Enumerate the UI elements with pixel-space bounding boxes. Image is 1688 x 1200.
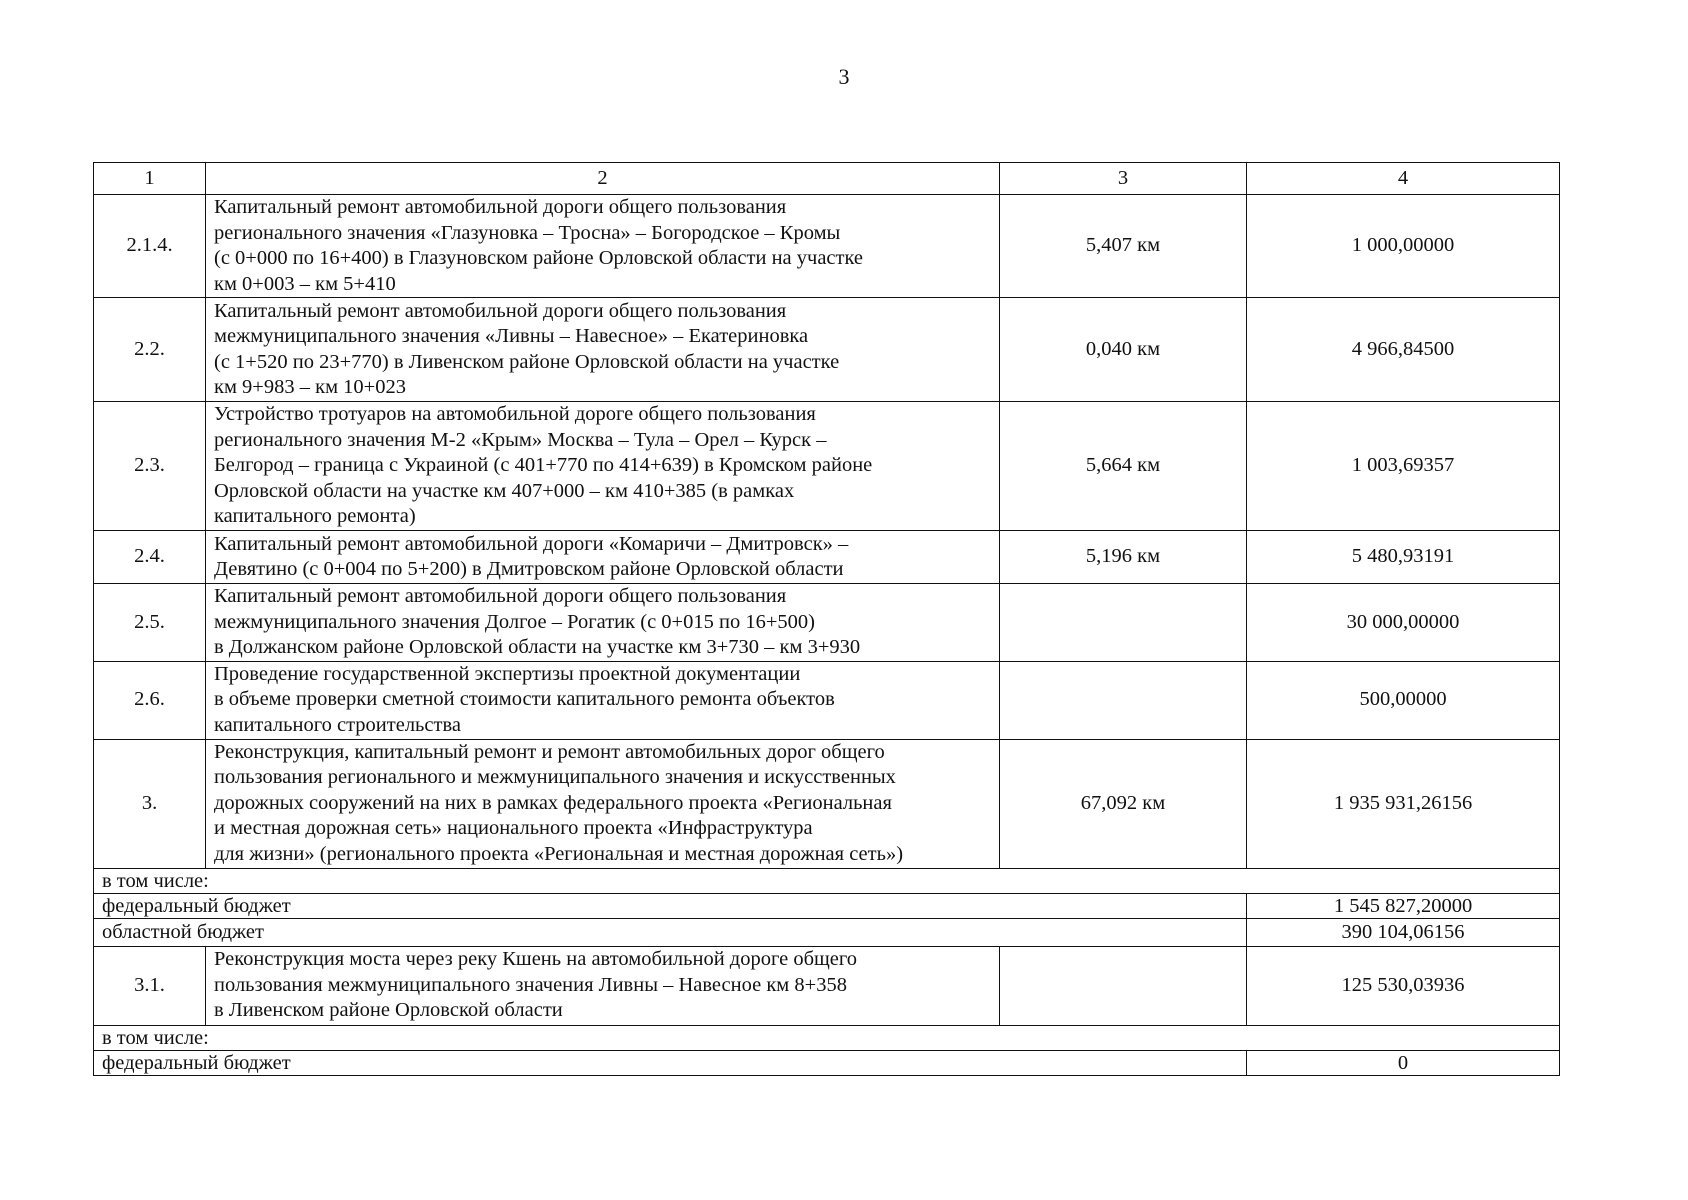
description-line: Капитальный ремонт автомобильной дороги общего пользования	[214, 585, 787, 607]
row-length: 5,664 км	[1000, 402, 1247, 531]
description-line: (с 0+000 по 16+400) в Глазуновском районе Орловской области на участке	[214, 247, 864, 269]
row-number: 3.1.	[94, 946, 206, 1025]
row-description	[206, 946, 1000, 1025]
description-line: капитального ремонта)	[214, 505, 416, 528]
including-label: в том числе:	[94, 868, 1560, 893]
description-line: в объеме проверки сметной стоимости капитального ремонта объектов	[214, 688, 835, 711]
description-line: пользования межмуниципального значения Ливны – Навесное км 8+358	[214, 973, 847, 996]
federal-budget-amount: 1 545 827,20000	[1247, 893, 1560, 918]
table-row	[94, 739, 1560, 868]
description-line: Проведение государственной экспертизы проектной документации	[214, 662, 801, 685]
federal-budget-label: федеральный бюджет	[94, 893, 1247, 918]
table-row	[94, 584, 1560, 662]
description-line: Реконструкция, капитальный ремонт и ремонт автомобильных дорог общего	[214, 740, 885, 763]
description-line: (с 1+520 по 23+770) в Ливенском районе Орловской области на участке	[214, 350, 840, 373]
row-length: 5,196 км	[1000, 531, 1247, 584]
description-line: км 9+983 – км 10+023	[214, 376, 406, 398]
row-amount: 1 000,00000	[1247, 195, 1560, 298]
table-row	[94, 531, 1560, 584]
federal-budget-amount: 0	[1247, 1050, 1560, 1075]
row-number: 2.5.	[94, 584, 206, 662]
row-amount: 500,00000	[1247, 661, 1560, 739]
row-length	[1000, 584, 1247, 662]
regional-budget-amount: 390 104,06156	[1247, 918, 1560, 946]
column-header-1: 1	[94, 163, 206, 195]
row-number: 2.1.4.	[94, 195, 206, 298]
federal-budget-row	[94, 893, 1560, 918]
description-line: Устройство тротуаров на автомобильной дороге общего пользования	[214, 403, 816, 426]
row-length: 0,040 км	[1000, 298, 1247, 402]
federal-budget-label: федеральный бюджет	[94, 1050, 1247, 1075]
regional-budget-row	[94, 918, 1560, 946]
row-amount: 5 480,93191	[1247, 531, 1560, 584]
column-header-2: 2	[206, 163, 1000, 195]
row-length: 67,092 км	[1000, 739, 1247, 868]
description-line: Белгород – граница с Украиной (с 401+770 по 414+639) в Кромском районе	[214, 454, 873, 477]
row-number: 2.4.	[94, 531, 206, 584]
page-number: 3	[838, 64, 850, 89]
description-line: Орловской области на участке км 407+000 – км 410+385 (в рамках	[214, 479, 795, 502]
description-line: капитального строительства	[214, 713, 461, 736]
description-line: дорожных сооружений на них в рамках федерального проекта «Региональная	[214, 791, 892, 814]
column-header-4: 4	[1247, 163, 1560, 195]
row-description	[206, 739, 1000, 868]
row-length	[1000, 661, 1247, 739]
including-row	[94, 868, 1560, 893]
row-description	[206, 531, 1000, 584]
row-amount: 1 003,69357	[1247, 402, 1560, 531]
table-row	[94, 195, 1560, 298]
description-line: Капитальный ремонт автомобильной дороги «Комаричи – Дмитровск» –	[214, 532, 849, 555]
including-label: в том числе:	[94, 1025, 1560, 1050]
regional-budget-label: областной бюджет	[94, 918, 1247, 946]
description-line: для жизни» (регионального проекта «Региональная и местная дорожная сеть»)	[214, 842, 904, 865]
row-description	[206, 661, 1000, 739]
row-number: 2.2.	[94, 298, 206, 402]
row-description	[206, 298, 1000, 402]
description-line: км 0+003 – км 5+410	[214, 272, 396, 295]
row-description	[206, 584, 1000, 662]
column-header-3: 3	[1000, 163, 1247, 195]
row-amount: 1 935 931,26156	[1247, 739, 1560, 868]
description-line: регионального значения «Глазуновка – Тросна» – Богородское – Кромы	[214, 221, 841, 244]
description-line: межмуниципального значения «Ливны – Навесное» – Екатериновка	[214, 325, 809, 347]
row-amount: 30 000,00000	[1247, 584, 1560, 662]
row-number: 3.	[94, 739, 206, 868]
description-line: Девятино (с 0+004 по 5+200) в Дмитровском районе Орловской области	[214, 558, 844, 580]
description-line: регионального значения М-2 «Крым» Москва – Тула – Орел – Курск –	[214, 428, 827, 451]
row-amount: 125 530,03936	[1247, 946, 1560, 1025]
row-description	[206, 402, 1000, 531]
description-line: Капитальный ремонт автомобильной дороги общего пользования	[214, 196, 787, 218]
including-row	[94, 1025, 1560, 1050]
works-table	[93, 162, 1560, 1076]
table-row	[94, 298, 1560, 402]
description-line: в Ливенском районе Орловской области	[214, 999, 563, 1022]
row-number: 2.3.	[94, 402, 206, 531]
table-row	[94, 661, 1560, 739]
row-length: 5,407 км	[1000, 195, 1247, 298]
row-description	[206, 195, 1000, 298]
table-header-row	[94, 163, 1560, 195]
description-line: Капитальный ремонт автомобильной дороги общего пользования	[214, 299, 787, 322]
description-line: и местная дорожная сеть» национального проекта «Инфраструктура	[214, 817, 813, 840]
table-row	[94, 946, 1560, 1025]
description-line: Реконструкция моста через реку Кшень на автомобильной дороге общего	[214, 948, 858, 971]
row-amount: 4 966,84500	[1247, 298, 1560, 402]
table-row	[94, 402, 1560, 531]
description-line: в Должанском районе Орловской области на участке км 3+730 – км 3+930	[214, 636, 861, 658]
description-line: межмуниципального значения Долгое – Рогатик (с 0+015 по 16+500)	[214, 610, 815, 633]
description-line: пользования регионального и межмуниципального значения и искусственных	[214, 766, 896, 789]
row-length	[1000, 946, 1247, 1025]
federal-budget-row	[94, 1050, 1560, 1075]
row-number: 2.6.	[94, 661, 206, 739]
